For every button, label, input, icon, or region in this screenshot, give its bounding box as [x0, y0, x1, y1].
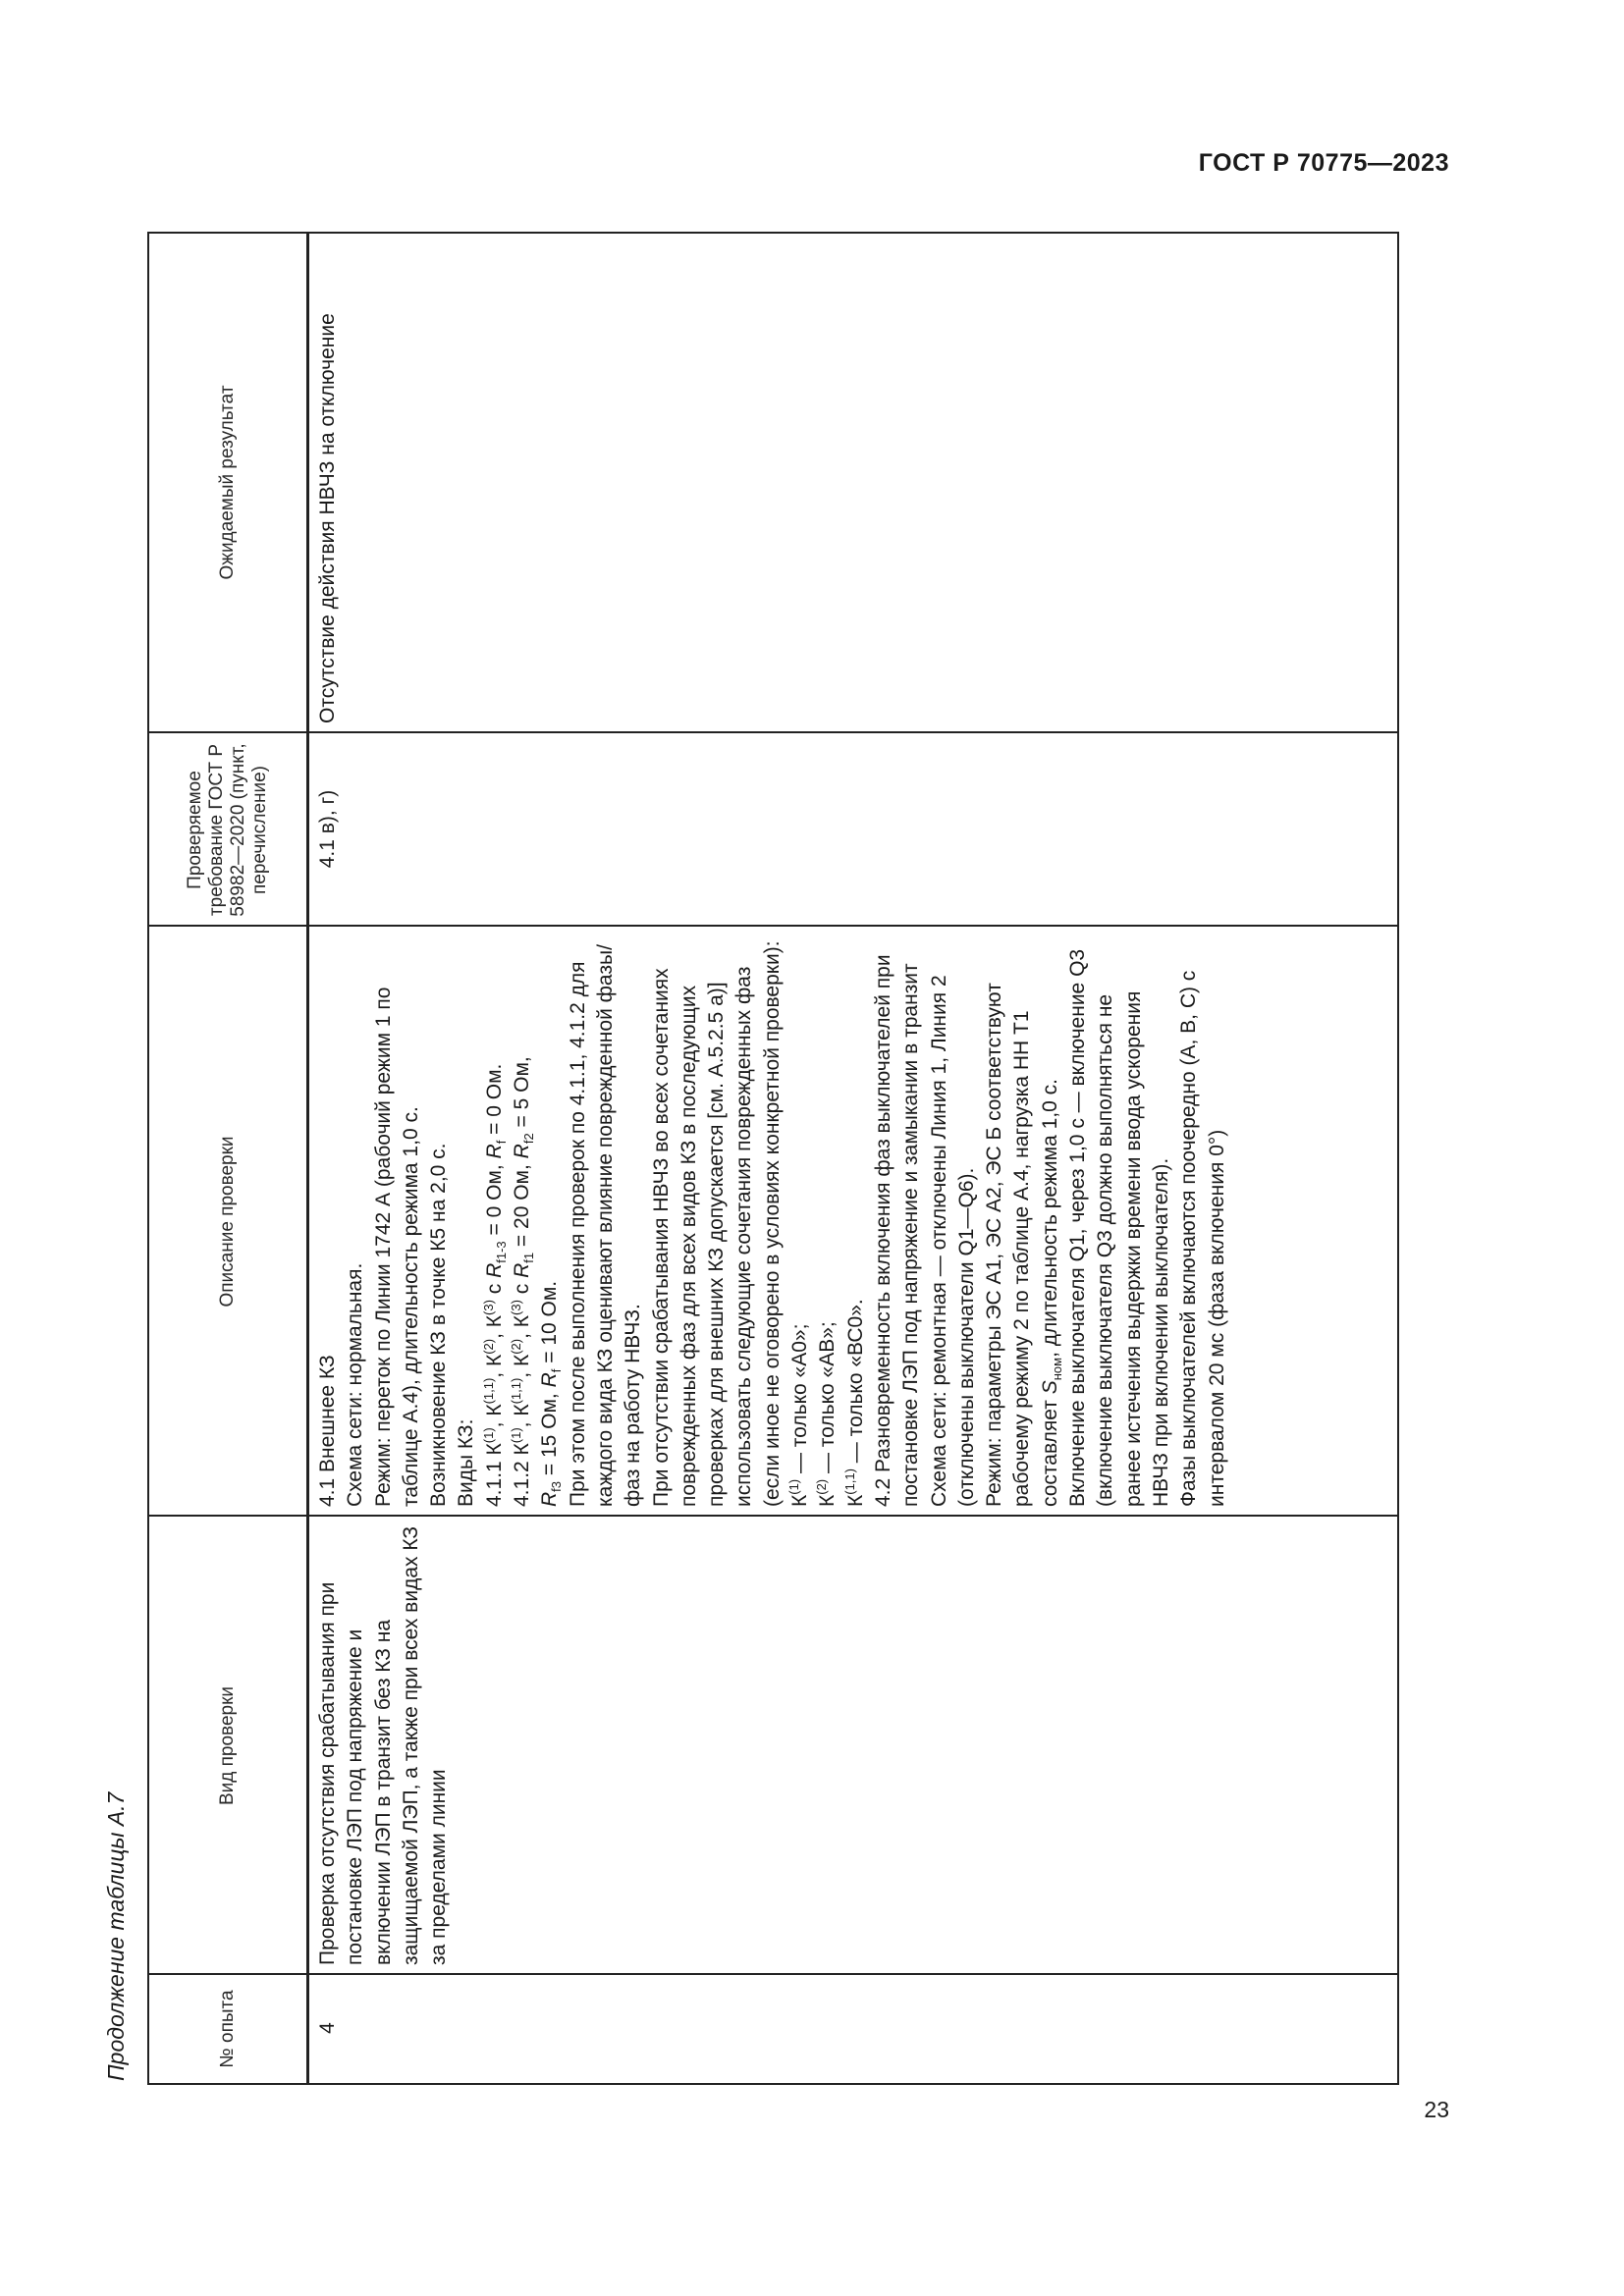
sub: f — [493, 1140, 509, 1145]
sub: f — [549, 1368, 565, 1373]
cell-description — [308, 927, 1231, 1517]
sup: (1,1) — [480, 1377, 496, 1405]
desc-line-rf — [536, 934, 564, 1507]
header-requirement: Проверяемое требование ГОСТ Р 58982—2020 (пункт, перечисление) — [185, 743, 270, 917]
cell-requirement: 4.1 в), г) — [316, 789, 339, 869]
sub: f1 — [521, 1252, 537, 1263]
t: , К — [511, 1314, 534, 1339]
desc-line-4-1-1 — [481, 934, 509, 1507]
t: Режим: параметры ЭС А1, ЭС А2, ЭС Б соответствуют рабочему режиму 2 по таблице А.4, нагрузка НН Т1 составляет — [983, 983, 1061, 1507]
desc-line: При этом после выполнения проверок по 4.1.1, 4.1.2 для каждого вида КЗ оценивают влияние поврежденной фазы/фаз на работу НВЧЗ. — [566, 944, 645, 1507]
t: = 0 Ом. — [482, 1063, 506, 1141]
t: = 15 Ом, — [538, 1387, 562, 1481]
header-type: Вид проверки — [217, 1686, 238, 1806]
sub: f2 — [521, 1133, 537, 1145]
desc-line: Виды КЗ: — [455, 1418, 478, 1507]
desc-line: 4.2 Разновременность включения фаз выключателей при постановке ЛЭП под напряжение и замыкании в транзит — [871, 954, 923, 1507]
t: К — [816, 1494, 839, 1507]
t: К — [843, 1494, 867, 1507]
page-number: 23 — [1424, 2097, 1449, 2122]
var: R — [511, 1144, 534, 1159]
t: с — [482, 1277, 506, 1301]
table-a7 — [147, 232, 1399, 2085]
desc-line-mode — [981, 934, 1064, 1507]
t: = 20 Ом, — [511, 1158, 534, 1253]
desc-line: Возникновение КЗ в точке К5 на 2,0 с. — [427, 1143, 451, 1507]
var: S — [1038, 1380, 1061, 1395]
cell-num: 4 — [316, 2022, 339, 2034]
t: , К — [511, 1354, 534, 1378]
t: , К — [482, 1354, 506, 1378]
t: — только «А0»; — [788, 1323, 812, 1479]
sup: (3) — [480, 1300, 496, 1315]
desc-line: 4.1 Внешнее КЗ — [316, 1355, 339, 1507]
t: 4.1.1 К — [482, 1443, 506, 1507]
header-description: Описание проверки — [217, 1136, 238, 1308]
t: — только «АВ»; — [816, 1321, 839, 1479]
sup: (1,1) — [841, 1468, 857, 1495]
var: R — [511, 1262, 534, 1278]
desc-line: Режим: переток по Линии 1742 А (рабочий режим 1 по таблице А.4), длительность режима 1,0 с. — [371, 987, 422, 1507]
sup: (1) — [786, 1478, 802, 1495]
var: R — [482, 1262, 506, 1278]
header-expected-result: Ожидаемый результат — [217, 385, 238, 580]
sup: (2) — [814, 1478, 830, 1495]
desc-line: Схема сети: нормальная. — [344, 1262, 367, 1507]
desc-line-k1 — [786, 934, 814, 1507]
t: , К — [511, 1404, 534, 1428]
desc-line-4-1-2 — [509, 934, 536, 1507]
t: = 0 Ом, — [482, 1158, 506, 1242]
cell-type: Проверка отсутствия срабатывания при постановке ЛЭП под напряжение и включении ЛЭП в транзит без КЗ на защищаемой ЛЭП, а также при всех видах КЗ за пределами линии — [316, 1525, 451, 1965]
sup: (1) — [480, 1427, 496, 1444]
t: К — [788, 1494, 812, 1507]
sup: (3) — [509, 1300, 524, 1315]
t: — только «ВС0». — [843, 1299, 867, 1469]
desc-line-k2 — [814, 934, 841, 1507]
document-id: ГОСТ Р 70775—2023 — [1198, 149, 1449, 177]
t: 4.1.2 К — [511, 1443, 534, 1507]
sup: (1,1) — [509, 1377, 524, 1405]
t: с — [511, 1277, 534, 1301]
var: R — [482, 1144, 506, 1159]
sup: (1) — [509, 1427, 524, 1444]
table-continuation-caption: Продолжение таблицы А.7 — [103, 1791, 129, 2081]
t: , длительность режима 1,0 с. — [1038, 1079, 1061, 1358]
desc-line: Включение выключателя Q1, через 1,0 с — включение Q3 (включение выключателя Q3 должно выполняться не ранее истечения выдержки времени ввода ускорения НВЧЗ при включении выключателя). — [1066, 948, 1172, 1507]
cell-expected-result: Отсутствие действия НВЧЗ на отключение — [316, 313, 339, 723]
header-num: № опыта — [217, 1990, 238, 2068]
sub: f1-3 — [493, 1241, 509, 1263]
sup: (2) — [480, 1338, 496, 1355]
t: , К — [482, 1314, 506, 1339]
desc-line: Фазы выключателей включаются поочередно (А, В, С) с интервалом 20 мс (фаза включения 0°) — [1177, 970, 1228, 1507]
var: R — [538, 1372, 562, 1388]
sub: f3 — [549, 1480, 565, 1492]
sup: (2) — [509, 1338, 524, 1355]
rotated-table-wrapper — [147, 232, 1399, 2085]
t: , К — [482, 1404, 506, 1428]
sub: ном — [1049, 1357, 1064, 1381]
desc-line: При отсутствии срабатывания НВЧЗ во всех сочетаниях поврежденных фаз для всех видов КЗ в последующих проверках для внешних КЗ допускается [см. А.5.2.5 а)] использовать следующие сочетания поврежденных фаз (если иное не оговорено в условиях конкретной проверки): — [649, 940, 784, 1507]
desc-line: Схема сети: ремонтная — отключены Линия 1, Линия 2 (отключены выключатели Q1—Q6). — [927, 975, 978, 1507]
t: = 10 Ом. — [538, 1280, 562, 1369]
var: R — [538, 1491, 562, 1507]
t: = 5 Ом, — [511, 1056, 534, 1134]
desc-line-k11 — [842, 934, 870, 1507]
